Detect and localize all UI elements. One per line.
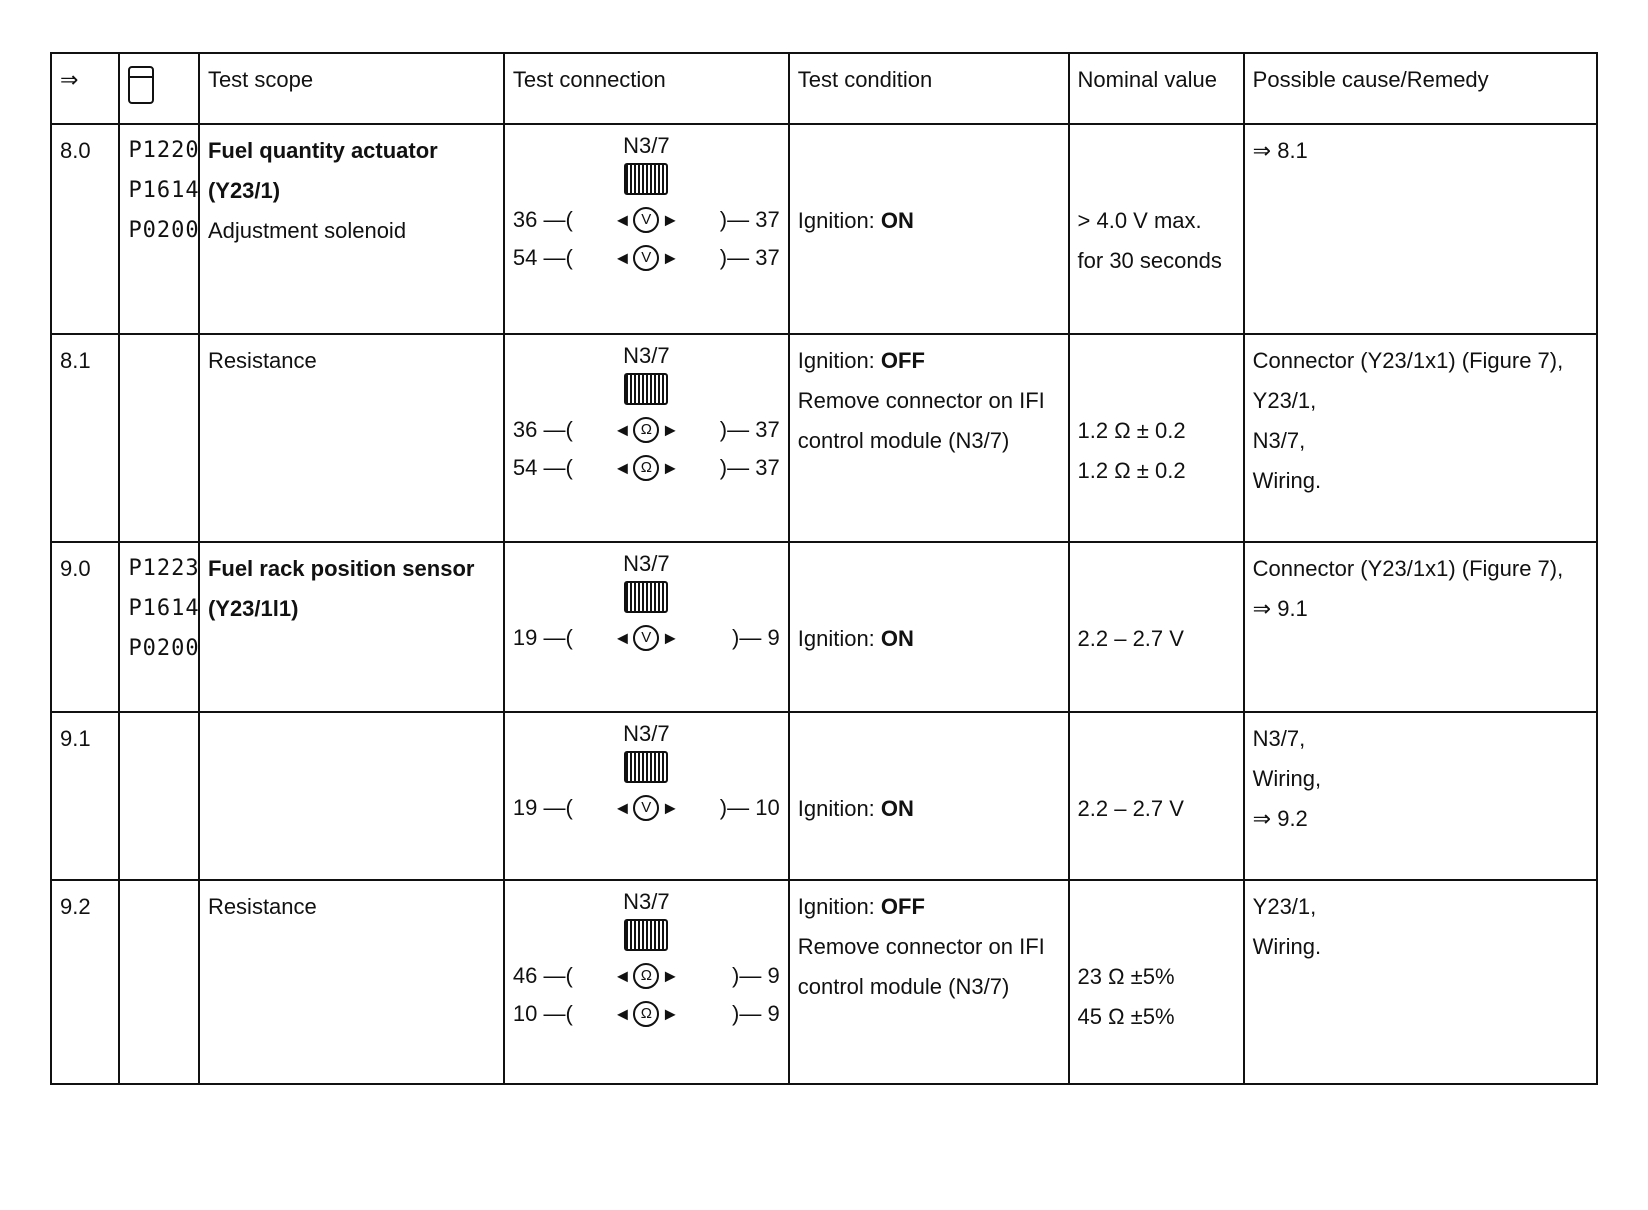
- pin-connection: [513, 995, 780, 1033]
- possible-cause: [1244, 542, 1597, 712]
- condition-state: ON: [880, 796, 914, 821]
- nominal-text: 1.2 Ω ± 0.2: [1077, 418, 1186, 443]
- pin-right: )— 9: [732, 625, 780, 650]
- pin-right: )— 37: [719, 207, 780, 232]
- nominal-text: for 30 seconds: [1077, 248, 1222, 273]
- pin-left: 10 —(: [512, 1001, 573, 1026]
- condition-ignition: [798, 619, 1060, 659]
- nominal-value: [1069, 124, 1244, 334]
- control-module-icon: [624, 919, 668, 951]
- pin-left: 46 —(: [512, 963, 573, 988]
- arrow-right-icon: ►: [661, 458, 680, 478]
- condition-state: OFF: [880, 894, 925, 919]
- header-step: ⇒: [51, 53, 119, 124]
- test-connection: [504, 334, 789, 542]
- table-row: [51, 880, 1597, 1084]
- pin-left: 54 —(: [512, 455, 573, 480]
- test-scope: [199, 124, 504, 334]
- condition-state: ON: [880, 626, 914, 651]
- step-number: 8.0: [51, 124, 119, 334]
- fault-codes: [119, 880, 199, 1084]
- fault-code: P0200: [128, 636, 200, 661]
- nominal-spacer: [1078, 887, 1235, 957]
- condition-label: Ignition:: [797, 208, 881, 233]
- pin-connection: [513, 619, 780, 657]
- pin-right: )— 9: [732, 963, 780, 988]
- meter-symbol: Ω: [633, 455, 659, 481]
- module-label: N3/7: [623, 343, 670, 368]
- meter-icon: [613, 788, 679, 828]
- nominal-value: [1069, 334, 1244, 542]
- pin-right: )— 10: [719, 795, 780, 820]
- header-nominal-value: Nominal value: [1069, 53, 1244, 124]
- arrow-left-icon: ◄: [613, 798, 632, 818]
- possible-cause: [1244, 880, 1597, 1084]
- nominal-value: [1069, 542, 1244, 712]
- fault-code: P1220: [128, 138, 200, 163]
- arrow-left-icon: ◄: [613, 628, 632, 648]
- test-scope-title: Fuel rack position sensor: [207, 556, 475, 581]
- diagnostic-test-table: [50, 52, 1598, 1085]
- step-number: 8.1: [51, 334, 119, 542]
- condition-spacer: [798, 549, 1060, 619]
- meter-symbol: V: [633, 795, 659, 821]
- nominal-text: > 4.0 V max.: [1077, 208, 1202, 233]
- remedy-text: N3/7,: [1252, 726, 1306, 751]
- meter-symbol: Ω: [633, 963, 659, 989]
- module-label: N3/7: [623, 889, 670, 914]
- table-row: [51, 334, 1597, 542]
- header-test-condition: Test condition: [789, 53, 1069, 124]
- meter-symbol: Ω: [633, 1001, 659, 1027]
- remedy-text: Wiring.: [1252, 468, 1322, 493]
- header-test-scope: Test scope: [199, 53, 504, 124]
- arrow-right-icon: ►: [661, 210, 680, 230]
- nominal-spacer: [1078, 341, 1235, 411]
- fault-codes: [119, 542, 199, 712]
- condition-label: Ignition:: [797, 894, 881, 919]
- arrow-right-icon: ►: [661, 1004, 680, 1024]
- condition-ignition: [798, 341, 1060, 381]
- arrow-right-icon: ►: [661, 798, 680, 818]
- meter-icon: [613, 238, 679, 278]
- condition-label: Ignition:: [797, 626, 881, 651]
- possible-cause: [1244, 124, 1597, 334]
- arrow-left-icon: ◄: [613, 458, 632, 478]
- arrow-left-icon: ◄: [613, 210, 632, 230]
- condition-label: Ignition:: [797, 348, 881, 373]
- condition-state: OFF: [880, 348, 925, 373]
- arrow-right-icon: ►: [661, 966, 680, 986]
- condition-text: control module (N3/7): [797, 428, 1010, 453]
- nominal-text: 2.2 – 2.7 V: [1077, 796, 1184, 821]
- condition-ignition: [798, 201, 1060, 241]
- pin-left: 36 —(: [512, 207, 573, 232]
- control-module-icon: [624, 581, 668, 613]
- pin-right: )— 9: [732, 1001, 780, 1026]
- remedy-text: Connector (Y23/1x1) (Figure 7),: [1252, 348, 1564, 373]
- module-label: N3/7: [623, 721, 670, 746]
- control-module-icon: [624, 373, 668, 405]
- test-condition: [789, 712, 1069, 880]
- nominal-value: [1069, 712, 1244, 880]
- nominal-text: 45 Ω ±5%: [1077, 1004, 1175, 1029]
- module-label: N3/7: [623, 133, 670, 158]
- pin-left: 19 —(: [512, 795, 573, 820]
- arrow-right-icon: ►: [661, 420, 680, 440]
- fault-code: P1614: [128, 178, 200, 203]
- step-number: 9.1: [51, 712, 119, 880]
- header-test-connection: Test connection: [504, 53, 789, 124]
- pin-connection: [513, 201, 780, 239]
- meter-symbol: V: [633, 207, 659, 233]
- test-connection: [504, 712, 789, 880]
- test-scope-title: (Y23/1l1): [207, 596, 299, 621]
- fault-code: P1614: [128, 596, 200, 621]
- control-module-icon: [624, 751, 668, 783]
- remedy-text: Y23/1,: [1252, 894, 1317, 919]
- remedy-text: Connector (Y23/1x1) (Figure 7),: [1252, 556, 1564, 581]
- test-scope-text: Resistance: [207, 894, 317, 919]
- remedy-text: Y23/1,: [1252, 388, 1317, 413]
- condition-label: Ignition:: [797, 796, 881, 821]
- meter-icon: [613, 448, 679, 488]
- test-condition: [789, 880, 1069, 1084]
- table-row: [51, 124, 1597, 334]
- pin-right: )— 37: [719, 417, 780, 442]
- test-scope: [199, 712, 504, 880]
- test-condition: [789, 124, 1069, 334]
- nominal-text: 2.2 – 2.7 V: [1077, 626, 1184, 651]
- arrow-right-icon: ►: [661, 248, 680, 268]
- nominal-text: 1.2 Ω ± 0.2: [1077, 458, 1186, 483]
- step-number: 9.2: [51, 880, 119, 1084]
- test-connection: [504, 880, 789, 1084]
- test-connection: [504, 542, 789, 712]
- condition-ignition: [798, 789, 1060, 829]
- condition-state: ON: [880, 208, 914, 233]
- test-condition: [789, 542, 1069, 712]
- header-possible-cause: Possible cause/Remedy: [1244, 53, 1597, 124]
- module-label: N3/7: [623, 551, 670, 576]
- fault-codes: [119, 712, 199, 880]
- nominal-value: [1069, 880, 1244, 1084]
- pin-connection: [513, 449, 780, 487]
- arrow-left-icon: ◄: [613, 1004, 632, 1024]
- condition-spacer: [798, 131, 1060, 201]
- pin-connection: [513, 789, 780, 827]
- nominal-spacer: [1078, 131, 1235, 201]
- possible-cause: [1244, 712, 1597, 880]
- meter-icon: [613, 994, 679, 1034]
- remedy-text: ⇒ 9.2: [1252, 806, 1308, 831]
- test-scope-text: Resistance: [207, 348, 317, 373]
- remedy-text: ⇒ 8.1: [1252, 138, 1308, 163]
- table-row: [51, 712, 1597, 880]
- arrow-right-icon: ►: [661, 628, 680, 648]
- pin-connection: [513, 239, 780, 277]
- pin-left: 36 —(: [512, 417, 573, 442]
- step-number: 9.0: [51, 542, 119, 712]
- table-header-row: [51, 53, 1597, 124]
- nominal-spacer: [1078, 719, 1235, 789]
- pin-connection: [513, 957, 780, 995]
- test-scope-text: Adjustment solenoid: [207, 218, 407, 243]
- remedy-text: Wiring,: [1252, 766, 1322, 791]
- remedy-text: N3/7,: [1252, 428, 1306, 453]
- fault-codes: [119, 124, 199, 334]
- meter-icon: [613, 618, 679, 658]
- fault-code: P1223: [128, 556, 200, 581]
- meter-icon: [613, 410, 679, 450]
- meter-symbol: V: [633, 245, 659, 271]
- meter-icon: [613, 200, 679, 240]
- test-scope-title: Fuel quantity actuator: [207, 138, 438, 163]
- pin-right: )— 37: [719, 245, 780, 270]
- arrow-left-icon: ◄: [613, 248, 632, 268]
- control-module-icon: [624, 163, 668, 195]
- test-scope: [199, 334, 504, 542]
- header-tester: [119, 53, 199, 124]
- test-scope: [199, 542, 504, 712]
- pin-connection: [513, 411, 780, 449]
- pin-left: 19 —(: [512, 625, 573, 650]
- tester-icon: [128, 66, 154, 104]
- condition-text: control module (N3/7): [797, 974, 1010, 999]
- nominal-spacer: [1078, 549, 1235, 619]
- fault-codes: [119, 334, 199, 542]
- condition-spacer: [798, 719, 1060, 789]
- meter-symbol: V: [633, 625, 659, 651]
- fault-code: P0200: [128, 218, 200, 243]
- test-scope: [199, 880, 504, 1084]
- remedy-text: Wiring.: [1252, 934, 1322, 959]
- test-scope-title: (Y23/1): [207, 178, 281, 203]
- test-condition: [789, 334, 1069, 542]
- table-row: [51, 542, 1597, 712]
- test-connection: [504, 124, 789, 334]
- condition-text: Remove connector on IFI: [797, 388, 1045, 413]
- remedy-text: ⇒ 9.1: [1252, 596, 1308, 621]
- meter-icon: [613, 956, 679, 996]
- possible-cause: [1244, 334, 1597, 542]
- arrow-left-icon: ◄: [613, 966, 632, 986]
- condition-text: Remove connector on IFI: [797, 934, 1045, 959]
- pin-right: )— 37: [719, 455, 780, 480]
- meter-symbol: Ω: [633, 417, 659, 443]
- nominal-text: 23 Ω ±5%: [1077, 964, 1175, 989]
- condition-ignition: [798, 887, 1060, 927]
- arrow-left-icon: ◄: [613, 420, 632, 440]
- pin-left: 54 —(: [512, 245, 573, 270]
